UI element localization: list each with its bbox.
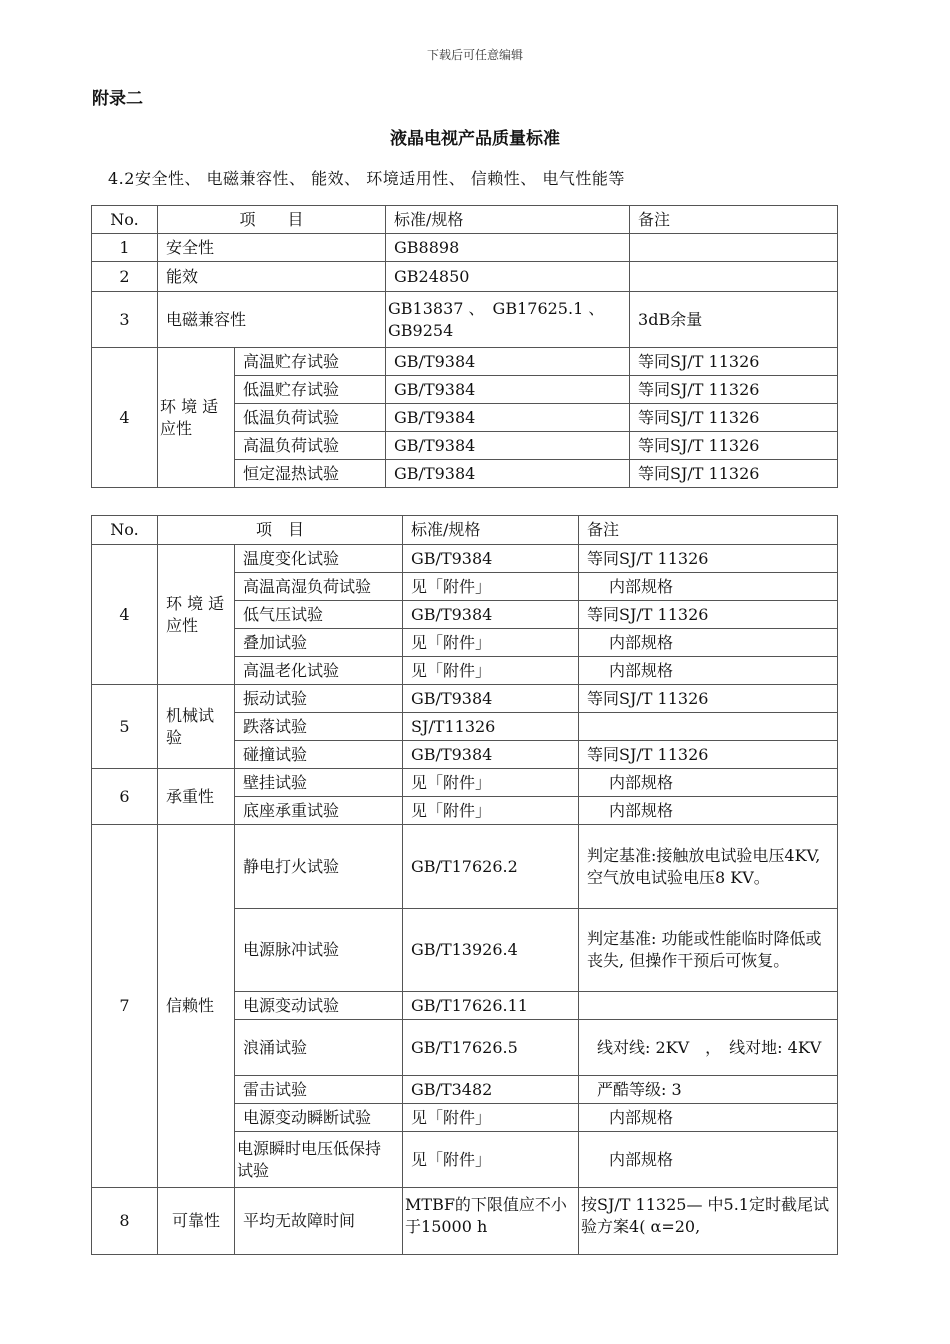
row-item: 低温贮存试验 [235, 376, 386, 404]
row-note: 内部规格 [579, 573, 838, 601]
row-standard: MTBF的下限值应不小于15000 h [403, 1188, 579, 1255]
row-item: 浪涌试验 [235, 1020, 403, 1076]
row-item: 电源变动试验 [235, 992, 403, 1020]
standards-table-1 [91, 205, 838, 488]
row-standard: SJ/T11326 [403, 713, 579, 741]
row-item: 振动试验 [235, 685, 403, 713]
row-note: 内部规格 [579, 797, 838, 825]
row-item: 底座承重试验 [235, 797, 403, 825]
row-standard: 见「附件」 [403, 797, 579, 825]
group-category: 环 境 适应性 [158, 545, 235, 685]
row-item: 高温贮存试验 [235, 348, 386, 376]
header-note: 备注 [630, 206, 838, 234]
row-item: 碰撞试验 [235, 741, 403, 769]
header-item: 项 目 [158, 206, 386, 234]
row-standard: GB/T9384 [386, 376, 630, 404]
row-note [579, 713, 838, 741]
section-heading: 4.2安全性、 电磁兼容性、 能效、 环境适用性、 信赖性、 电气性能等 [108, 169, 625, 188]
header-item: 项 目 [158, 516, 403, 545]
header-note: 备注 [579, 516, 838, 545]
row-standard: GB/T17626.11 [403, 992, 579, 1020]
row-item: 叠加试验 [235, 629, 403, 657]
row-item: 电源瞬时电压低保持试验 [235, 1132, 403, 1188]
row-note: 等同SJ/T 11326 [579, 601, 838, 629]
row-standard: 见「附件」 [403, 1104, 579, 1132]
group-no: 6 [92, 769, 158, 825]
row-item: 雷击试验 [235, 1076, 403, 1104]
table-header-row [92, 516, 838, 545]
row-note: 内部规格 [579, 1104, 838, 1132]
row-standard: GB/T9384 [403, 545, 579, 573]
row-standard: GB/T9384 [403, 741, 579, 769]
row-no: 2 [92, 262, 158, 292]
row-note: 等同SJ/T 11326 [630, 432, 838, 460]
header-no: No. [92, 206, 158, 234]
row-item: 平均无故障时间 [235, 1188, 403, 1255]
row-standard: GB8898 [386, 234, 630, 262]
row-standard: GB/T17626.2 [403, 825, 579, 909]
row-standard: GB/T9384 [386, 432, 630, 460]
row-standard: GB/T3482 [403, 1076, 579, 1104]
row-item: 电源脉冲试验 [235, 909, 403, 992]
table-row [92, 348, 838, 376]
row-item: 跌落试验 [235, 713, 403, 741]
group-category: 可靠性 [158, 1188, 235, 1255]
row-standard: GB24850 [386, 262, 630, 292]
table-row [92, 685, 838, 713]
group-no: 5 [92, 685, 158, 769]
row-standard: 见「附件」 [403, 573, 579, 601]
row-standard: 见「附件」 [403, 769, 579, 797]
row-item: 高温负荷试验 [235, 432, 386, 460]
row-note: 按SJ/T 11325— 中5.1定时截尾试验方案4( α=20, [579, 1188, 838, 1255]
row-item: 安全性 [158, 234, 386, 262]
row-item: 恒定湿热试验 [235, 460, 386, 488]
row-standard: GB/T17626.5 [403, 1020, 579, 1076]
row-note: 等同SJ/T 11326 [579, 741, 838, 769]
row-item: 高温老化试验 [235, 657, 403, 685]
group-no: 4 [92, 545, 158, 685]
row-standard: GB/T9384 [403, 601, 579, 629]
row-note: 线对线: 2KV ， 线对地: 4KV [579, 1020, 838, 1076]
table-row [92, 234, 838, 262]
row-item: 壁挂试验 [235, 769, 403, 797]
row-item: 温度变化试验 [235, 545, 403, 573]
row-note: 严酷等级: 3 [579, 1076, 838, 1104]
row-note: 内部规格 [579, 657, 838, 685]
table-header-row [92, 206, 838, 234]
row-item: 低温负荷试验 [235, 404, 386, 432]
row-standard: GB/T9384 [386, 404, 630, 432]
row-item: 电磁兼容性 [158, 292, 386, 348]
row-item: 能效 [158, 262, 386, 292]
row-item: 高温高湿负荷试验 [235, 573, 403, 601]
row-note: 判定基准: 功能或性能临时降低或丧失, 但操作干预后可恢复。 [579, 909, 838, 992]
row-item: 静电打火试验 [235, 825, 403, 909]
group-no: 7 [92, 825, 158, 1188]
header-standard: 标准/规格 [403, 516, 579, 545]
row-standard: GB13837 、 GB17625.1 、GB9254 [386, 292, 630, 348]
table-row [92, 769, 838, 797]
group-category: 承重性 [158, 769, 235, 825]
row-note: 等同SJ/T 11326 [579, 545, 838, 573]
row-standard: GB/T13926.4 [403, 909, 579, 992]
row-no: 3 [92, 292, 158, 348]
row-note [579, 992, 838, 1020]
header-no: No. [92, 516, 158, 545]
row-note: 判定基准:接触放电试验电压4KV, 空气放电试验电压8 KV。 [579, 825, 838, 909]
group-no: 4 [92, 348, 158, 488]
row-no: 1 [92, 234, 158, 262]
row-standard: GB/T9384 [386, 348, 630, 376]
standards-table-2 [91, 515, 838, 1255]
appendix-label: 附录二 [92, 89, 143, 109]
document-title: 液晶电视产品质量标准 [390, 129, 560, 149]
row-note: 等同SJ/T 11326 [630, 404, 838, 432]
row-standard: GB/T9384 [403, 685, 579, 713]
group-category: 信赖性 [158, 825, 235, 1188]
row-note: 等同SJ/T 11326 [630, 460, 838, 488]
table-row [92, 545, 838, 573]
header-standard: 标准/规格 [386, 206, 630, 234]
row-item: 电源变动瞬断试验 [235, 1104, 403, 1132]
row-standard: GB/T9384 [386, 460, 630, 488]
group-category: 机械试验 [158, 685, 235, 769]
row-item: 低气压试验 [235, 601, 403, 629]
row-note: 3dB余量 [630, 292, 838, 348]
row-note [630, 234, 838, 262]
row-note: 等同SJ/T 11326 [630, 376, 838, 404]
table-row [92, 292, 838, 348]
table-row [92, 262, 838, 292]
row-standard: 见「附件」 [403, 629, 579, 657]
row-note [630, 262, 838, 292]
row-standard: 见「附件」 [403, 657, 579, 685]
row-note: 内部规格 [579, 629, 838, 657]
group-no: 8 [92, 1188, 158, 1255]
row-note: 内部规格 [579, 769, 838, 797]
table-row [92, 1188, 838, 1255]
row-note: 等同SJ/T 11326 [579, 685, 838, 713]
page-header: 下载后可任意编辑 [426, 48, 523, 62]
table-row [92, 825, 838, 909]
group-category: 环 境 适应性 [158, 348, 235, 488]
row-note: 等同SJ/T 11326 [630, 348, 838, 376]
row-standard: 见「附件」 [403, 1132, 579, 1188]
row-note: 内部规格 [579, 1132, 838, 1188]
